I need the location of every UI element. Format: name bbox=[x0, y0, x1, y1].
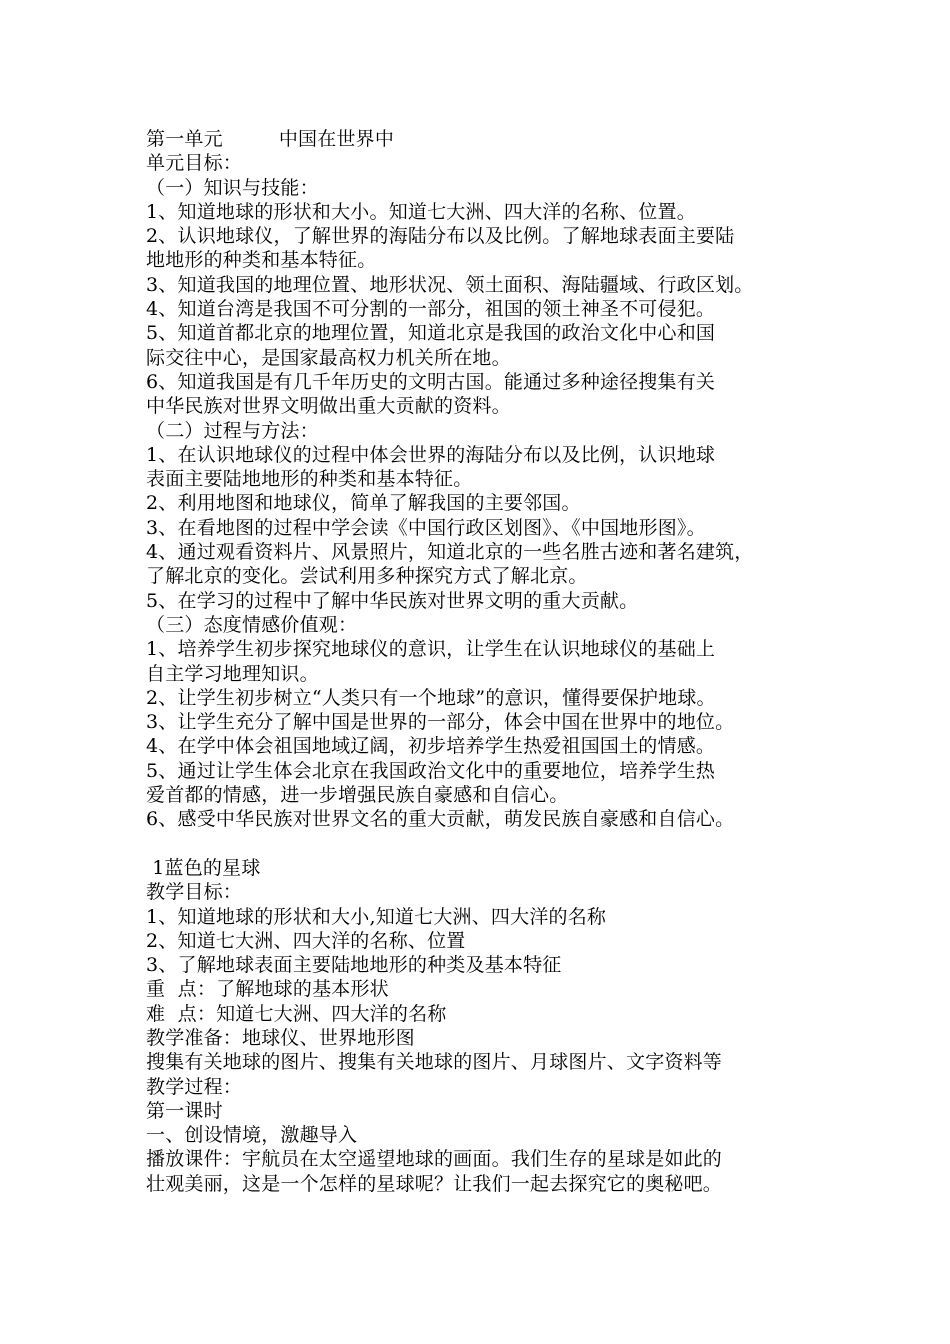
paragraph-line: 4、通过观看资料片、风景照片，知道北京的一些名胜古迹和著名建筑， bbox=[146, 541, 754, 564]
paragraph-line: 教学目标： bbox=[146, 881, 243, 904]
paragraph-line: 4、知道台湾是我国不可分割的一部分，祖国的领土神圣不可侵犯。 bbox=[146, 298, 716, 321]
paragraph-line: 3、在看地图的过程中学会读《中国行政区划图》、《中国地形图》。 bbox=[146, 516, 706, 539]
paragraph-line: 5、通过让学生体会北京在我国政治文化中的重要地位，培养学生热 bbox=[146, 759, 716, 782]
paragraph-line: 爱首都的情感，进一步增强民族自豪感和自信心。 bbox=[146, 784, 569, 807]
paragraph-line: 2、知道七大洲、四大洋的名称、位置 bbox=[146, 929, 466, 952]
paragraph-line: 重 点：了解地球的基本形状 bbox=[146, 978, 389, 1001]
paragraph-line: 1、知道地球的形状和大小,知道七大洲、四大洋的名称 bbox=[146, 905, 607, 928]
paragraph-line: 际交往中心，是国家最高权力机关所在地。 bbox=[146, 346, 511, 369]
paragraph-line: 一、创设情境，激趣导入 bbox=[146, 1124, 358, 1147]
blank-line bbox=[146, 832, 846, 856]
lesson-title: 1蓝色的星球 bbox=[146, 856, 261, 879]
unit-name: 中国在世界中 bbox=[278, 128, 395, 150]
paragraph-line: 1、在认识地球仪的过程中体会世界的海陆分布以及比例，认识地球 bbox=[146, 443, 716, 466]
paragraph-line: 第一课时 bbox=[146, 1099, 223, 1122]
paragraph-line: 6、知道我国是有几千年历史的文明古国。能通过多种途径搜集有关 bbox=[146, 370, 716, 393]
paragraph-line: 壮观美丽，这是一个怎样的星球呢？让我们一起去探究它的奥秘吧。 bbox=[146, 1172, 723, 1195]
section-heading-attitude: （三）态度情感价值观： bbox=[146, 613, 358, 636]
paragraph-line: 中华民族对世界文明做出重大贡献的资料。 bbox=[146, 395, 511, 418]
paragraph-line: 教学过程： bbox=[146, 1075, 243, 1098]
paragraph-line: 难 点：知道七大洲、四大洋的名称 bbox=[146, 1002, 447, 1025]
paragraph-line: 2、认识地球仪，了解世界的海陆分布以及比例。了解地球表面主要陆 bbox=[146, 225, 735, 248]
paragraph-line: 了解北京的变化。尝试利用多种探究方式了解北京。 bbox=[146, 565, 588, 588]
paragraph-line: 1、培养学生初步探究地球仪的意识，让学生在认识地球仪的基础上 bbox=[146, 638, 716, 661]
paragraph-line: 1、知道地球的形状和大小。知道七大洲、四大洋的名称、位置。 bbox=[146, 200, 696, 223]
paragraph-line: 地地形的种类和基本特征。 bbox=[146, 249, 377, 272]
paragraph-line: 3、了解地球表面主要陆地地形的种类及基本特征 bbox=[146, 954, 562, 977]
unit-number: 第一单元 bbox=[146, 128, 223, 150]
section-heading-knowledge: （一）知识与技能： bbox=[146, 176, 319, 199]
paragraph-line: 2、利用地图和地球仪，简单了解我国的主要邻国。 bbox=[146, 492, 581, 515]
goals-heading: 单元目标： bbox=[146, 152, 243, 175]
paragraph-line: 3、知道我国的地理位置、地形状况、领土面积、海陆疆域、行政区划。 bbox=[146, 273, 754, 296]
paragraph-line: 自主学习地理知识。 bbox=[146, 662, 319, 685]
document-page bbox=[146, 127, 846, 1196]
paragraph-line: 教学准备：地球仪、世界地形图 bbox=[146, 1026, 415, 1049]
paragraph-line: 6、感受中华民族对世界文名的重大贡献，萌发民族自豪感和自信心。 bbox=[146, 808, 735, 831]
paragraph-line: 5、在学习的过程中了解中华民族对世界文明的重大贡献。 bbox=[146, 589, 639, 612]
paragraph-line: 2、让学生初步树立“人类只有一个地球”的意识，懂得要保护地球。 bbox=[146, 686, 716, 709]
paragraph-line: 播放课件：宇航员在太空遥望地球的画面。我们生存的星球是如此的 bbox=[146, 1148, 723, 1171]
unit-title bbox=[146, 127, 846, 151]
paragraph-line: 5、知道首都北京的地理位置，知道北京是我国的政治文化中心和国 bbox=[146, 322, 716, 345]
paragraph-line: 3、让学生充分了解中国是世界的一部分，体会中国在世界中的地位。 bbox=[146, 711, 735, 734]
section-heading-process: （二）过程与方法： bbox=[146, 419, 319, 442]
paragraph-line: 4、在学中体会祖国地域辽阔，初步培养学生热爱祖国国土的情感。 bbox=[146, 735, 716, 758]
paragraph-line: 表面主要陆地地形的种类和基本特征。 bbox=[146, 468, 473, 491]
paragraph-line: 搜集有关地球的图片、搜集有关地球的图片、月球图片、文字资料等 bbox=[146, 1051, 723, 1074]
